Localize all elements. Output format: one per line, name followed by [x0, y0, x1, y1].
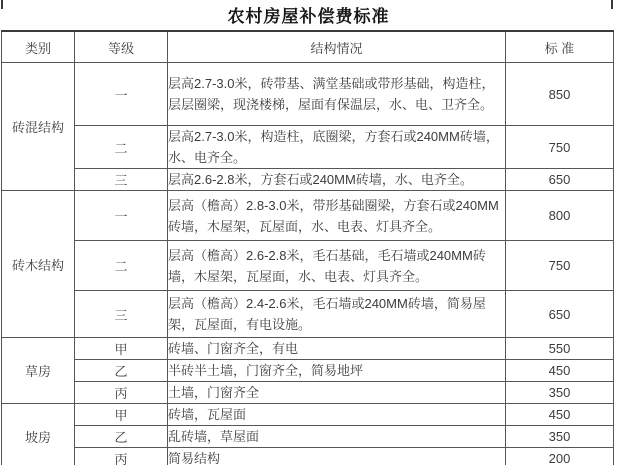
- category-cell: 砖木结构: [2, 191, 75, 338]
- structure-cell: 土墙，门窗齐全: [168, 382, 506, 404]
- standard-cell: 650: [506, 169, 614, 191]
- table-body: [2, 63, 614, 465]
- grade-cell: 丙: [75, 382, 168, 404]
- grade-cell: 三: [75, 291, 168, 338]
- table-row: [2, 169, 614, 191]
- grade-cell: 二: [75, 126, 168, 169]
- grade-cell: 甲: [75, 404, 168, 426]
- standard-cell: 200: [506, 448, 614, 465]
- table-row: [2, 338, 614, 360]
- category-cell: 砖混结构: [2, 63, 75, 191]
- table-row: [2, 126, 614, 169]
- grade-cell: 乙: [75, 360, 168, 382]
- standard-cell: 850: [506, 63, 614, 126]
- structure-cell: 层高2.6-2.8米，方套石或240MM砖墙，水、电齐全。: [168, 169, 506, 191]
- structure-cell: 层高（檐高）2.4-2.6米，毛石墙或240MM砖墙，简易屋架，瓦屋面，有电设施。: [168, 291, 506, 338]
- structure-cell: 砖墙，瓦屋面: [168, 404, 506, 426]
- header-standard: 标 准: [506, 31, 614, 63]
- standard-cell: 350: [506, 426, 614, 448]
- header-structure: 结构情况: [168, 31, 506, 63]
- grade-cell: 二: [75, 241, 168, 291]
- standard-cell: 750: [506, 241, 614, 291]
- standard-cell: 750: [506, 126, 614, 169]
- category-cell: 草房: [2, 338, 75, 404]
- grade-cell: 一: [75, 63, 168, 126]
- table-row: [2, 63, 614, 126]
- standard-cell: 450: [506, 404, 614, 426]
- structure-cell: 半砖半土墙，门窗齐全，简易地坪: [168, 360, 506, 382]
- standard-cell: 350: [506, 382, 614, 404]
- structure-cell: 简易结构: [168, 448, 506, 465]
- table-row: [2, 448, 614, 465]
- structure-cell: 层高（檐高）2.6-2.8米，毛石基础，毛石墙或240MM砖墙，木屋架，瓦屋面，水、电表、灯具齐全。: [168, 241, 506, 291]
- structure-cell: 层高2.7-3.0米，构造柱，底圈梁，方套石或240MM砖墙，水、电齐全。: [168, 126, 506, 169]
- grade-cell: 丙: [75, 448, 168, 465]
- table-row: [2, 291, 614, 338]
- standard-cell: 650: [506, 291, 614, 338]
- standard-cell: 550: [506, 338, 614, 360]
- grade-cell: 三: [75, 169, 168, 191]
- structure-cell: 层高（檐高）2.8-3.0米，带形基础圈梁，方套石或240MM砖墙，木屋架，瓦屋面，水、电表、灯具齐全。: [168, 191, 506, 241]
- table-header-row: [2, 31, 614, 63]
- grade-cell: 甲: [75, 338, 168, 360]
- grade-cell: 乙: [75, 426, 168, 448]
- table-row: [2, 360, 614, 382]
- category-cell: 坡房: [2, 404, 75, 465]
- structure-cell: 层高2.7-3.0米，砖带基、满堂基础或带形基础，构造柱，层层圈梁，现浇楼梯，屋面有保温层，水、电、卫齐全。: [168, 63, 506, 126]
- grade-cell: 一: [75, 191, 168, 241]
- structure-cell: 砖墙、门窗齐全，有电: [168, 338, 506, 360]
- header-category: 类别: [2, 31, 75, 63]
- table-row: [2, 426, 614, 448]
- standard-cell: 800: [506, 191, 614, 241]
- page-title: 农村房屋补偿费标准: [227, 7, 390, 26]
- table-row: [2, 191, 614, 241]
- table-row: [2, 382, 614, 404]
- header-grade: 等级: [75, 31, 168, 63]
- table-row: [2, 241, 614, 291]
- standard-cell: 450: [506, 360, 614, 382]
- compensation-table: [1, 30, 614, 465]
- structure-cell: 乱砖墙，草屋面: [168, 426, 506, 448]
- table-row: [2, 404, 614, 426]
